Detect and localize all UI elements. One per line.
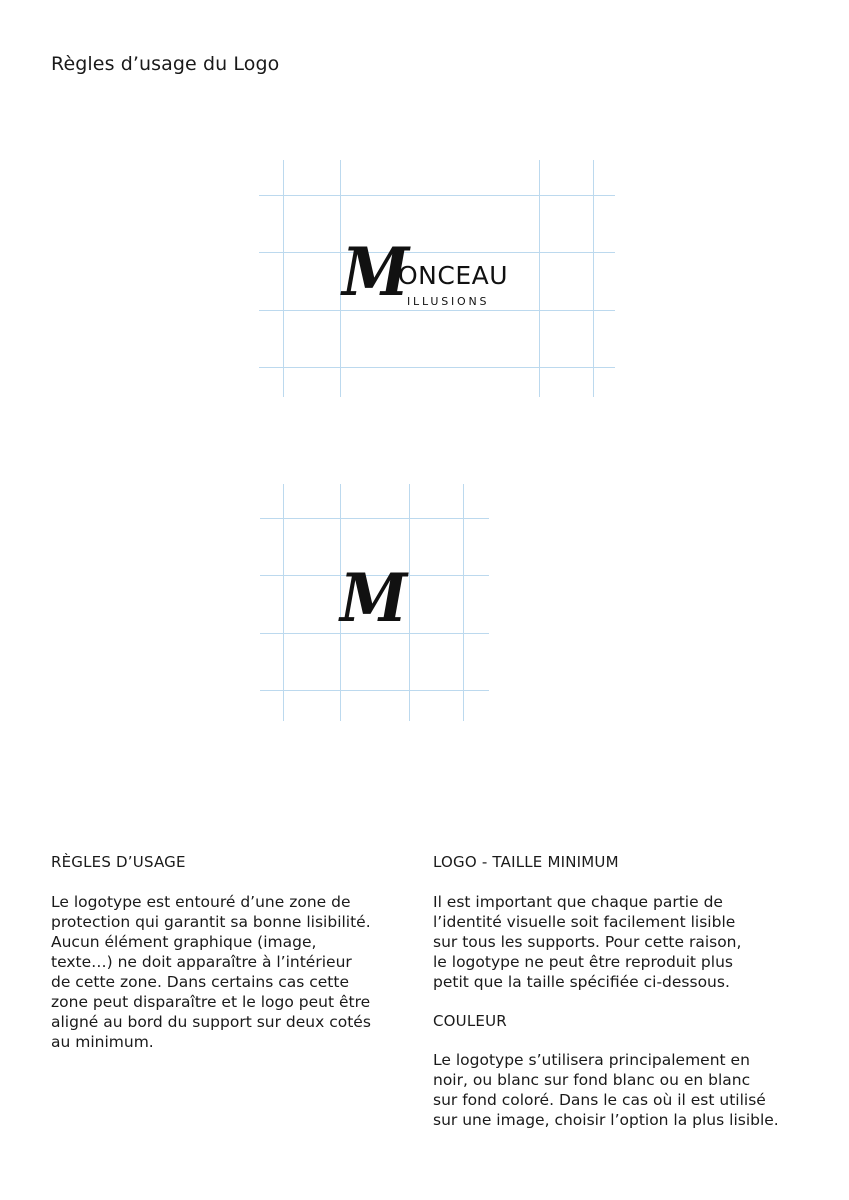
usage-body: Le logotype est entouré d’une zone de protection qui garantit sa bonne lisibilité. Aucun élément graphique (image, texte…) ne doit apparaître à l’intérieur de cette zone. Dans certains cas cette zone peut disparaître et le logo peut être aligné au bord du support sur deux cotés au minimum. (51, 893, 371, 1051)
grid-line (259, 195, 615, 196)
logo-monogram (338, 559, 412, 638)
grid-line (283, 484, 284, 721)
usage-heading: RÈGLES D’USAGE (51, 853, 186, 871)
min-size-heading: LOGO - TAILLE MINIMUM (433, 853, 619, 871)
color-heading: COULEUR (433, 1012, 507, 1030)
logo-initial: M (342, 233, 410, 311)
logo-monogram-initial: M (340, 559, 408, 637)
grid-line (260, 518, 489, 519)
grid-line (260, 690, 489, 691)
page-title: Règles d’usage du Logo (51, 53, 280, 75)
logo-wordmark: ONCEAU (398, 261, 509, 290)
min-size-body: Il est important que chaque partie de l’identité visuelle soit facilement lisible sur tous les supports. Pour cette raison, le logotype ne peut être reproduit plus petit que la taille spécifiée ci-dessous. (433, 893, 742, 991)
logo-subtitle: ILLUSIONS (407, 295, 490, 308)
color-body: Le logotype s’utilisera principalement en noir, ou blanc sur fond blanc ou en blanc sur fond coloré. Dans le cas où il est utilisé sur une image, choisir l’option la plus lisible. (433, 1051, 779, 1129)
logo-full (338, 233, 548, 315)
grid-line (463, 484, 464, 721)
grid-line (259, 367, 615, 368)
